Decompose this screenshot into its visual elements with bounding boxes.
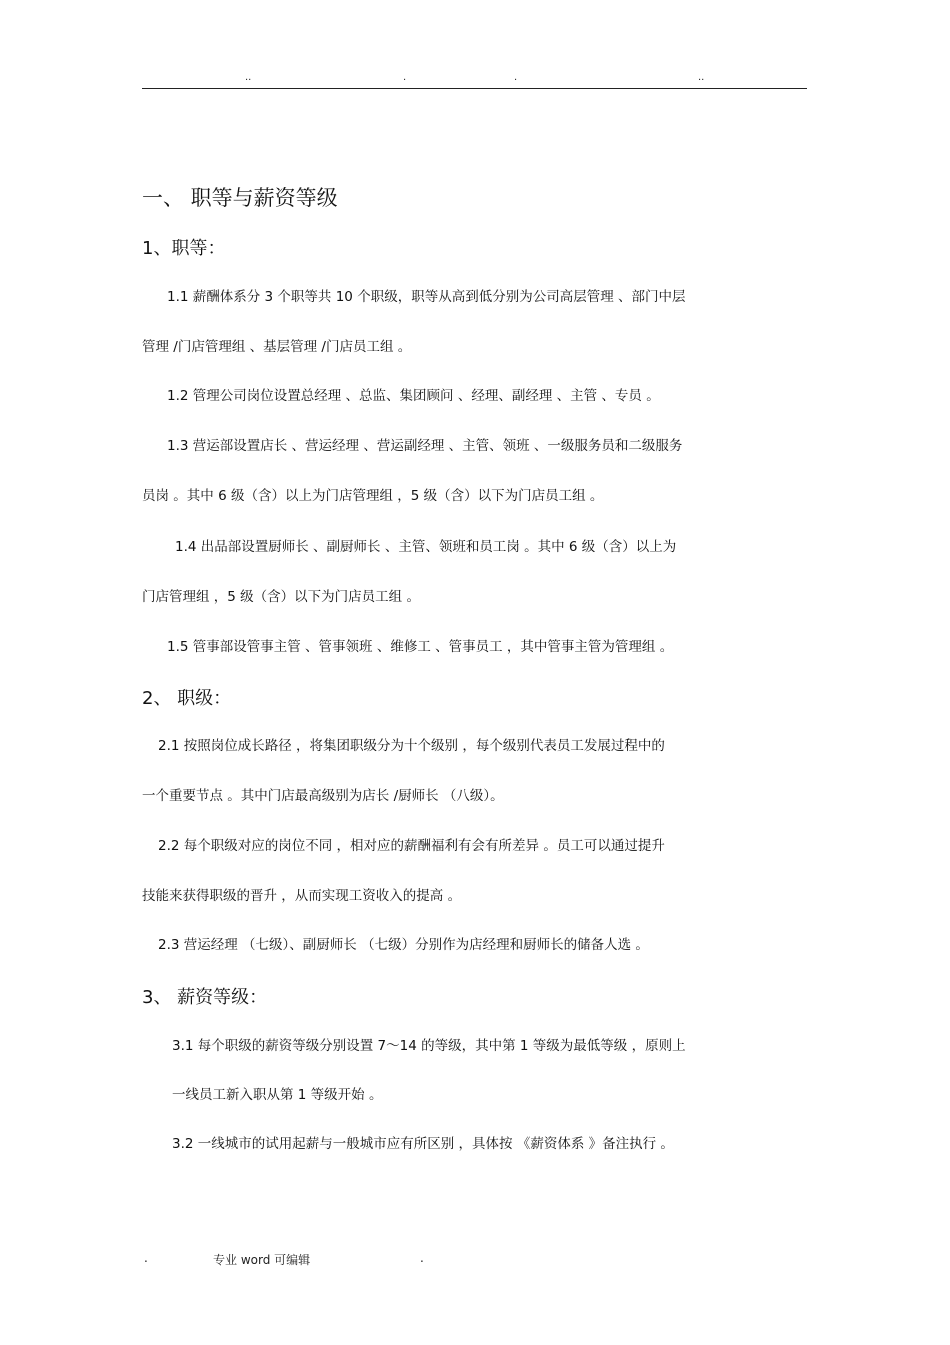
para-1-1-line2: 管理 /门店管理组 、基层管理 /门店员工组 。: [142, 339, 412, 355]
para-2-3: 2.3 营运经理 （七级）、副厨师长 （七级）分别作为店经理和厨师长的储备人选 。: [158, 937, 649, 953]
footer-right-mark: .: [420, 1251, 424, 1265]
para-3-1-line1: 3.1 每个职级的薪资等级分别设置 7～14 的等级，其中第 1 等级为最低等级 ，原则上: [172, 1038, 686, 1054]
para-2-1-line1: 2.1 按照岗位成长路径 ，将集团职级分为十个级别 ，每个级别代表员工发展过程中的: [158, 738, 665, 754]
heading-salary-grade: 3、 薪资等级：: [142, 987, 268, 1008]
para-1-4-line1: 1.4 出品部设置厨师长 、副厨师长 、主管、领班和员工岗 。其中 6 级（含）以上为: [175, 539, 677, 555]
para-1-4-line2: 门店管理组 ，5 级（含）以下为门店员工组 。: [142, 589, 420, 605]
heading-level: 2、 职级：: [142, 688, 232, 709]
section-title: 一、 职等与薪资等级: [142, 186, 338, 210]
heading-rank: 1、职等：: [142, 238, 226, 259]
footer-left-mark: .: [144, 1251, 148, 1265]
para-1-3-line2: 员岗 。其中 6 级（含）以上为门店管理组 ，5 级（含）以下为门店员工组 。: [142, 488, 604, 504]
para-1-5: 1.5 管事部设管事主管 、管事领班 、维修工 、管事员工 ，其中管事主管为管理组 。: [167, 639, 674, 655]
header-mark-4: ..: [698, 72, 705, 83]
para-2-2-line2: 技能来获得职级的晋升 ，从而实现工资收入的提高 。: [142, 888, 462, 904]
header-mark-1: ..: [245, 72, 252, 83]
para-2-1-line2: 一个重要节点 。其中门店最高级别为店长 /厨师长 （八级）。: [142, 788, 504, 804]
para-1-3-line1: 1.3 营运部设置店长 、营运经理 、营运副经理 、主管、领班 、一级服务员和二级服务: [167, 438, 683, 454]
header-rule: [142, 88, 807, 89]
footer-text: 专业 word 可编辑: [213, 1253, 311, 1267]
para-2-2-line1: 2.2 每个职级对应的岗位不同 ，相对应的薪酬福利有会有所差异 。员工可以通过提升: [158, 838, 665, 854]
header-mark-2: .: [403, 72, 407, 83]
para-3-2: 3.2 一线城市的试用起薪与一般城市应有所区别 ，具体按 《薪资体系 》备注执行 。: [172, 1136, 674, 1152]
header-mark-3: .: [514, 72, 518, 83]
para-1-1-line1: 1.1 薪酬体系分 3 个职等共 10 个职级，职等从高到低分别为公司高层管理 、部门中层: [167, 289, 686, 305]
para-1-2: 1.2 管理公司岗位设置总经理 、总监、集团顾问 、经理、副经理 、主管 、专员 。: [167, 388, 660, 404]
para-3-1-line2: 一线员工新入职从第 1 等级开始 。: [172, 1087, 383, 1103]
